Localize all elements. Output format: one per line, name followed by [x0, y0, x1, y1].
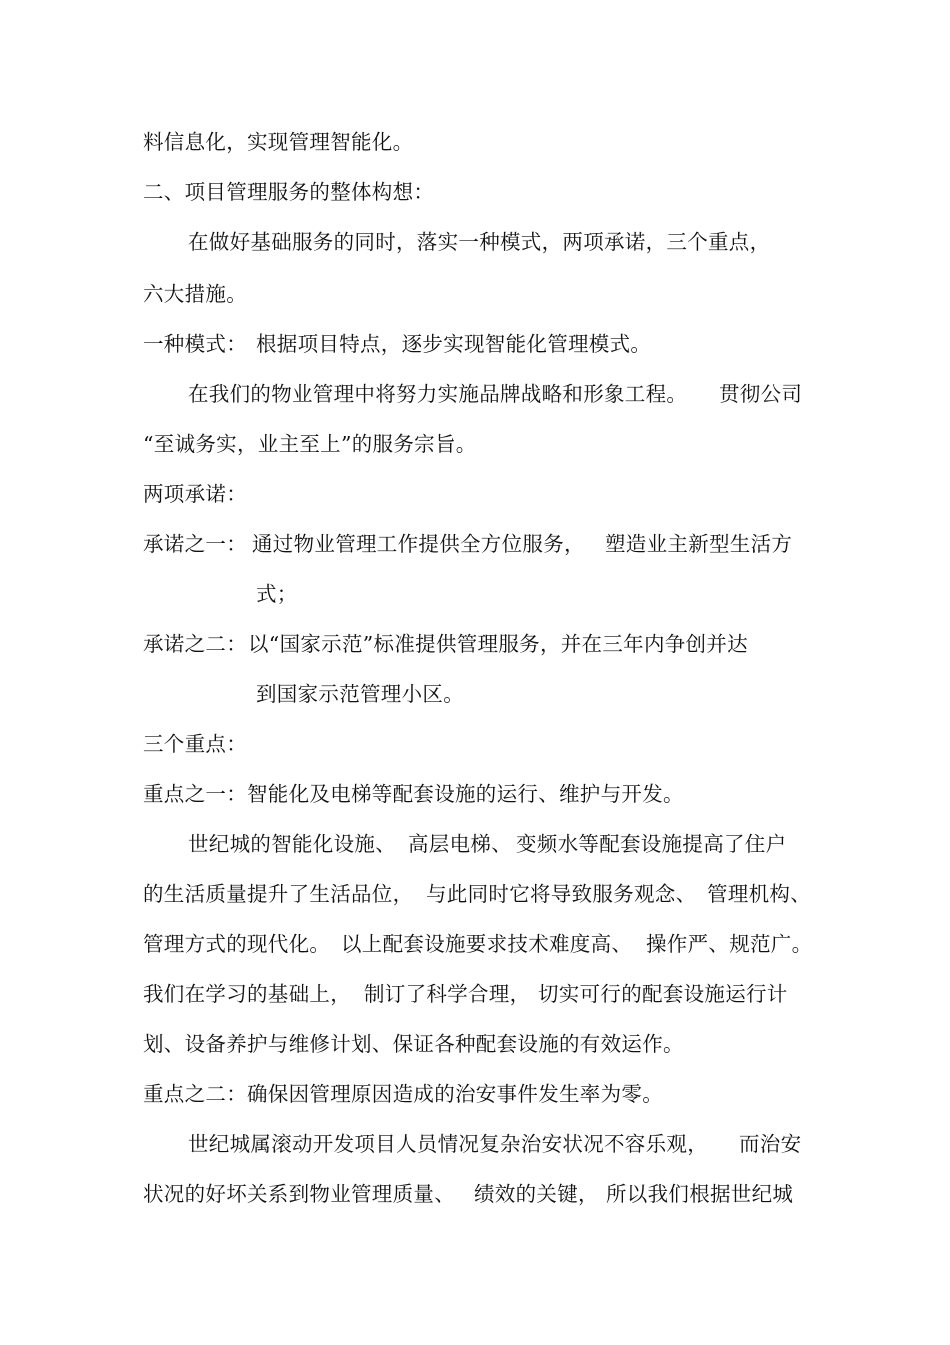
promise-text: 到国家示范管理小区。: [256, 682, 464, 706]
paragraph-line: 操作严、规范广。: [646, 932, 813, 956]
paragraph-line: 世纪城属滚动开发项目人员情况复杂治安状况不容乐观，: [188, 1132, 708, 1156]
paragraph-line: 而治安: [739, 1132, 802, 1156]
paragraph-line: 所以我们根据世纪城: [606, 1182, 794, 1206]
paragraph-line: 切实可行的配套设施运行计: [538, 982, 788, 1006]
subheading: 三个重点：: [143, 732, 247, 756]
paragraph-line: 与此同时它将导致服务观念、: [426, 882, 697, 906]
paragraph-line: 六大措施。: [143, 282, 247, 306]
paragraph-line: 高层电梯、: [408, 832, 512, 856]
paragraph-line: 在做好基础服务的同时，落实一种模式，两项承诺，三个重点，: [188, 230, 771, 254]
paragraph-line: 管理机构、: [707, 882, 811, 906]
section-heading: 二、项目管理服务的整体构想：: [143, 180, 435, 204]
promise-text: 通过物业管理工作提供全方位服务，: [252, 532, 585, 556]
focus-heading: 重点之二：确保因管理原因造成的治安事件发生率为零。: [143, 1082, 663, 1106]
paragraph-line: 的生活质量提升了生活品位，: [143, 882, 414, 906]
paragraph-line: 制订了科学合理，: [364, 982, 531, 1006]
mode-text: 根据项目特点，逐步实现智能化管理模式。: [256, 332, 652, 356]
paragraph-line: 绩效的关键，: [474, 1182, 599, 1206]
promise-text: 以“国家示范”标准提供管理服务，并在三年内争创并达: [248, 632, 748, 656]
focus-heading: 重点之一：智能化及电梯等配套设施的运行、维护与开发。: [143, 782, 684, 806]
paragraph-line: 划、设备养护与维修计划、保证各种配套设施的有效运作。: [143, 1032, 684, 1056]
paragraph-line: 状况的好坏关系到物业管理质量、: [143, 1182, 455, 1206]
paragraph-line: 我们在学习的基础上，: [143, 982, 351, 1006]
text-line: 料信息化，实现管理智能化。: [143, 130, 414, 154]
mode-label: 一种模式：: [143, 332, 247, 356]
paragraph-line: 变频水等配套设施提高了住户: [516, 832, 787, 856]
paragraph-line: 管理方式的现代化。: [143, 932, 331, 956]
paragraph-line: 世纪城的智能化设施、: [188, 832, 396, 856]
paragraph-line: 贯彻公司: [719, 382, 803, 406]
promise-label: 承诺之二：: [143, 632, 247, 656]
subheading: 两项承诺：: [143, 482, 247, 506]
promise-text: 式；: [256, 582, 298, 606]
paragraph-line: 在我们的物业管理中将努力实施品牌战略和形象工程。: [188, 382, 688, 406]
promise-label: 承诺之一：: [143, 532, 247, 556]
promise-text: 塑造业主新型生活方: [605, 532, 793, 556]
paragraph-line: 以上配套设施要求技术难度高、: [341, 932, 633, 956]
paragraph-line: “至诚务实，业主至上”的服务宗旨。: [143, 432, 477, 456]
